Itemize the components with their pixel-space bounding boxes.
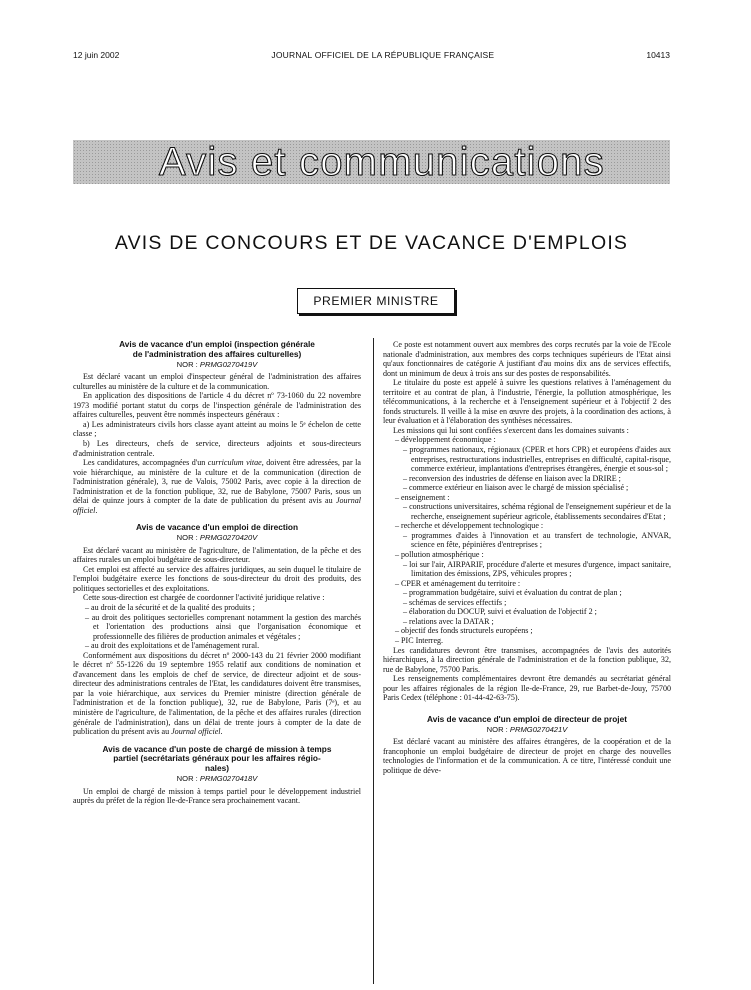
list-item: – élaboration du DOCUP, suivi et évaluation de l'objectif 2 ;	[403, 607, 597, 617]
paragraph: Les candidatures, accompagnées d'un curriculum vitae, doivent être adressées, par la voie hiérarchique, au ministère de la culture et de la communication (direction de l'administration générale), 3, rue de Valois, 75002 Paris, avec copie à la direction de l'administration et de la fonction publique, 32, rue de Babylone, 75007 Paris, sous un délai de quinze jours à compter de la date de publication du présent avis au Journal officiel.	[73, 458, 361, 515]
list-item: – reconversion des industries de défense en liaison avec la DRIRE ;	[403, 473, 621, 483]
page-number: 10413	[646, 50, 670, 60]
nor-reference: NOR : PRMG0270419V	[176, 359, 258, 369]
paragraph: Conformément aux dispositions du décret nº 2000-143 du 21 février 2000 modifiant le décret nº 55-1226 du 19 septembre 1955 relatif aux conditions de nomination et d'avancement dans les emplois de chef de service, de directeur adjoint et de sous-directeur des administrations centrales de l'Etat, les candidatures doivent être transmises, par la voie hiérarchique, aux services du Premier ministre (direction générale de l'administration et de la fonction publique), 32, rue de Babylone, Paris (7ᵉ), et au ministère de l'agriculture, de l'alimentation, de la pêche et des affaires rurales (direction générale de l'administration), dans un délai de trente jours à compter de la date de publication du présent avis au Journal officiel.	[73, 650, 361, 737]
list-item: – au droit de la sécurité et de la qualité des produits ;	[85, 602, 255, 612]
list-item: – CPER et aménagement du territoire :	[395, 578, 521, 588]
nor-reference: NOR : PRMG0270418V	[176, 774, 258, 784]
paragraph: Les candidatures devront être transmises, accompagnées de l'avis des autorités hiérarchiques, à la direction générale de l'administration et de la fonction publique, 32, rue de Babylone, 75700 Paris.	[383, 645, 671, 674]
journal-title: JOURNAL OFFICIEL DE LA RÉPUBLIQUE FRANÇAISE	[271, 50, 495, 60]
section-banner	[73, 140, 670, 184]
paragraph: Les missions qui lui sont confiées s'exercent dans les domaines suivants :	[393, 425, 629, 435]
list-item: – objectif des fonds structurels européens ;	[395, 626, 533, 636]
paragraph: Cet emploi est affecté au service des affaires juridiques, au sein duquel le titulaire de l'emploi budgétaire exerce les fonctions de sous-directeur du droit des produits, des politiques sectorielles et des exploitations.	[73, 564, 361, 593]
page-header	[73, 50, 670, 60]
paragraph: Est déclaré vacant au ministère des affaires étrangères, de la coopération et de la francophonie un emploi budgétaire de directeur de projet en charge des nouvelles technologies de l'information et de la communication. A ce titre, l'intéressé conduit une politique de déve-	[383, 737, 671, 775]
banner-title: Avis et communications	[159, 140, 605, 184]
list-item: – loi sur l'air, AIRPARIF, procédure d'alerte et mesures d'urgence, impact sanitaire, limitation des émissions, ZPS, véhicules propres ;	[403, 559, 671, 579]
list-item: – PIC Interreg.	[395, 635, 444, 645]
list-item: – relations avec la DATAR ;	[403, 616, 494, 626]
paragraph: Ce poste est notamment ouvert aux membres des corps recrutés par la voie de l'Ecole nationale d'administration, aux membres des corps techniques supérieurs de l'Etat ainsi qu'aux fonctionnaires de catégorie A justifiant d'au moins dix ans de services effectifs, dont un minimum de deux à trois ans sur des postes de responsabilités.	[383, 340, 671, 378]
issue-date: 12 juin 2002	[73, 50, 120, 60]
notice-title: Avis de vacance d'un emploi (inspection générale de l'administration des affaires culturelles)	[119, 339, 315, 359]
notice-title: Avis de vacance d'un poste de chargé de mission à temps partiel (secrétariats généraux pour les affaires régio- nales)	[102, 743, 332, 774]
list-item: – programmation budgétaire, suivi et évaluation du contrat de plan ;	[403, 588, 622, 598]
notice-title: Avis de vacance d'un emploi de direction	[135, 522, 299, 533]
paragraph: Le titulaire du poste est appelé à suivre les questions relatives à l'aménagement du territoire et au contrat de plan, à l'industrie, l'énergie, la pollution atmosphérique, les télécommunications, à la recherche et à l'enseignement supérieur et à l'objectif 2 des fonds structurels. Il veille à la mise en œuvre des projets, à la coordination des actions, à leur évaluation et à l'élaboration des synthèses nécessaires.	[383, 378, 671, 426]
list-item: – programmes nationaux, régionaux (CPER et hors CPR) et européens d'aides aux entreprises, restructurations industrielles, entreprises en difficulté, capital-risque, commerce extérieur, implantations d'entreprises étrangères, énergie et sous-sol ;	[403, 445, 671, 474]
list-item: – enseignement :	[395, 492, 450, 502]
left-column	[73, 340, 361, 806]
paragraph: Est déclaré vacant un emploi d'inspecteur général de l'administration des affaires culturelles au ministère de la culture et de la communication.	[73, 372, 361, 391]
list-item: – au droit des politiques sectorielles comprenant notamment la gestion des marchés et l'orientation des productions ainsi que l'organisation économique et professionnelle des filières de production animales et végétales ;	[85, 612, 361, 641]
list-item: – programmes d'aides à l'innovation et au transfert de technologie, ANVAR, science en fête, pépinières d'entreprises ;	[403, 530, 671, 550]
paragraph: Est déclaré vacant au ministère de l'agriculture, de l'alimentation, de la pêche et des affaires rurales un emploi budgétaire de sous-directeur.	[73, 545, 361, 565]
list-item: – schémas de services effectifs ;	[403, 597, 507, 607]
paragraph: Cette sous-direction est chargée de coordonner l'activité juridique relative :	[83, 593, 325, 603]
list-item: – développement économique :	[395, 435, 496, 445]
list-item: – constructions universitaires, schéma régional de l'enseignement supérieur et de la recherche, enseignement supérieur agricole, établissements secondaires d'Etat ;	[403, 502, 671, 521]
ministry-box: PREMIER MINISTRE	[297, 288, 455, 314]
list-item: – pollution atmosphérique :	[395, 550, 484, 560]
list-item: – recherche et développement technologique :	[395, 521, 544, 531]
list-item: a) Les administrateurs civils hors classe ayant atteint au moins le 5ᵉ échelon de cette classe ;	[73, 419, 361, 439]
main-heading: AVIS DE CONCOURS ET DE VACANCE D'EMPLOIS	[114, 232, 629, 254]
right-column	[383, 340, 671, 775]
column-divider	[373, 338, 374, 984]
paragraph: Un emploi de chargé de mission à temps partiel pour le développement industriel auprès du préfet de la région Ile-de-France sera prochainement vacant.	[73, 786, 361, 806]
nor-reference: NOR : PRMG0270420V	[176, 533, 258, 543]
list-item: – au droit des exploitations et de l'aménagement rural.	[85, 641, 260, 651]
paragraph: Les renseignements complémentaires devront être demandés au secrétariat général pour les affaires régionales de la région Ile-de-France, 29, rue Barbet-de-Jouy, 75700 Paris Cedex (téléphone : 01-44-42-63-75).	[383, 674, 671, 703]
notice-title: Avis de vacance d'un emploi de directeur de projet	[427, 713, 627, 724]
list-item: – commerce extérieur en liaison avec le chargé de mission spécialisé ;	[403, 483, 629, 493]
paragraph: En application des dispositions de l'article 4 du décret nº 73-1060 du 22 novembre 1973 modifié portant statut du corps de l'inspection générale de l'administration des affaires culturelles, peuvent être nommés inspecteurs généraux :	[73, 391, 361, 420]
list-item: b) Les directeurs, chefs de service, directeurs adjoints et sous-directeurs d'administration centrale.	[73, 438, 361, 458]
nor-reference: NOR : PRMG0270421V	[486, 724, 568, 734]
